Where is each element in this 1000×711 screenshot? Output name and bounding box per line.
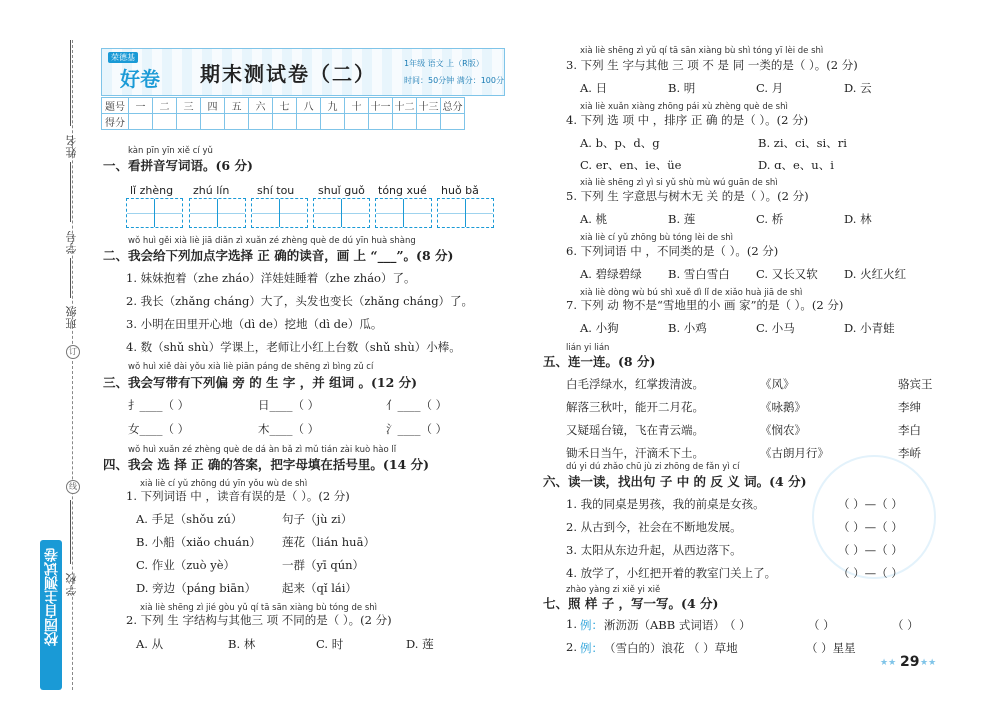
score-input-cell[interactable] [417,114,441,130]
score-cell: 得分 [102,114,129,130]
q2-title: 二、我会给下列加点字选择 正 确的读音，画 上 “___”。(8 分) [103,248,454,263]
score-cell: 七 [273,98,297,114]
q4-s1-pinyin: xià liè cí yǔ zhōng dú yīn yǒu wù de shì [140,479,308,489]
student-id-label: 学号 [65,230,78,254]
exam-title: 期末测试卷（二） [200,62,376,86]
q4-s3-pinyin: xià liè shēng zì yǔ qí tā sān xiàng bù shì tóng yī lèi de shì [580,46,824,56]
q7-answer-blank[interactable]: （ ）星星 [806,641,856,655]
binding-margin [0,0,98,711]
binding-hole-2: 线 [66,480,80,494]
q4-s4-option[interactable]: C. er、en、ie、üe [580,158,682,172]
q5-poem-line[interactable]: 又疑瑶台镜，飞在青云端。 [566,423,704,437]
q7-line-2-number: 2. [566,640,577,654]
grade-info: 1年级 语文 上（R版） [404,59,484,68]
q5-title: 五、连一连。(8 分) [543,354,656,369]
q6-answer-pair[interactable]: （ ）—（ ） [838,520,903,534]
q2-item-3: 3. 小明在田里开心地（dì de）挖地（dì de）瓜。 [126,317,383,331]
name-field[interactable] [70,40,71,126]
q4-s7-option[interactable]: B. 小鸡 [668,321,707,335]
q4-s2-pinyin: xià liè shēng zì jié gòu yǔ qí tā sān xiàng bù tóng de shì [140,603,377,613]
score-cell: 十一 [369,98,393,114]
writing-grid-6[interactable] [437,198,494,228]
q4-s1-option-word: 句子（jù zi） [282,512,353,526]
q7-example-2: （雪白的）浪花 [604,641,685,655]
q4-s2-option[interactable]: D. 莲 [406,637,434,651]
score-cell: 二 [153,98,177,114]
score-table [101,97,465,130]
logo: 好卷 [120,67,160,91]
score-cell: 九 [321,98,345,114]
q3-blank[interactable]: 木____（ ） [258,422,320,436]
writing-grid-5[interactable] [375,198,432,228]
score-cell: 十二 [393,98,417,114]
q4-title: 四、我会 选 择 正 确的答案，把字母填在括号里。(14 分) [103,457,429,472]
q4-s1-question: 1. 下列词语 中 ，读音有误的是（ ）。(2 分) [126,489,350,503]
q4-s6-option[interactable]: A. 碧绿碧绿 [580,267,642,281]
score-input-cell[interactable] [321,114,345,130]
q4-s2-option[interactable]: A. 从 [136,637,164,651]
brand-text: 校园自主测试卷 [44,548,60,646]
score-cell: 八 [297,98,321,114]
q6-item: 3. 太阳从东边升起，从西边落下。 [566,543,742,557]
score-cell: 六 [249,98,273,114]
score-cell: 四 [201,98,225,114]
q4-s4-option[interactable]: D. ɑ、e、u、i [758,158,834,172]
school-label: 学校 [65,572,78,596]
class-label: 班级 [65,305,78,329]
q4-s2-option[interactable]: B. 林 [228,637,256,651]
q4-s1-option[interactable]: A. 手足（shǒu zú） [136,512,243,526]
q1-word-2: zhú lín [193,184,230,197]
q4-s4-option[interactable]: A. b、p、d、g [580,136,660,150]
q4-s1-option-word: 莲花（lián huā） [282,535,375,549]
q4-s7-question: 7. 下列 动 物不是“雪地里的小 画 家”的是（ ）。(2 分) [566,298,844,312]
q6-answer-pair[interactable]: （ ）—（ ） [838,543,903,557]
student-id-field[interactable] [70,162,71,222]
q4-s1-option-word: 起来（qǐ lái） [282,581,357,595]
q3-blank[interactable]: 女____（ ） [128,422,190,436]
score-input-cell[interactable] [225,114,249,130]
score-input-cell[interactable] [369,114,393,130]
q4-s2-option[interactable]: C. 时 [316,637,344,651]
q5-poem-title[interactable]: 《咏鹅》 [760,400,806,414]
score-input-cell[interactable] [249,114,273,130]
q4-s6-option[interactable]: D. 火红火红 [844,267,907,281]
score-cell: 十 [345,98,369,114]
q6-title: 六、读一读，找出句 子 中 的 反 义 词。(4 分) [543,474,807,489]
q4-s3-option[interactable]: D. 云 [844,81,872,95]
score-table-header-row [102,98,465,114]
q2-item-1: 1. 妹妹抱着（zhe zháo）洋娃娃睡着（zhe zháo）了。 [126,271,416,285]
q4-s5-pinyin: xià liè shēng zì yì si yǔ shù mù wú guān de shì [580,178,778,188]
q5-poem-line[interactable]: 锄禾日当午，汗滴禾下土。 [566,446,704,460]
decor-stars-right: ★★ [920,658,937,668]
score-cell: 五 [225,98,249,114]
q5-poem-title[interactable]: 《古朗月行》 [760,446,829,460]
q4-s5-option[interactable]: D. 林 [844,212,872,226]
q5-poem-line[interactable]: 白毛浮绿水，红掌拨清波。 [566,377,704,391]
q5-poet[interactable]: 李绅 [898,400,921,414]
q4-s4-question: 4. 下列 选 项 中 ，排序 正 确 的是（ ）。(2 分) [566,113,809,127]
q1-word-3: shí tou [257,184,295,197]
score-input-cell[interactable] [393,114,417,130]
score-cell: 十三 [417,98,441,114]
score-table-score-row [102,114,465,130]
q4-s3-option[interactable]: C. 月 [756,81,784,95]
score-input-cell[interactable] [345,114,369,130]
page-number: 29 [900,654,920,670]
q4-s5-option[interactable]: B. 莲 [668,212,696,226]
q4-s1-option[interactable]: D. 旁边（páng biān） [136,581,257,595]
q4-s7-option[interactable]: D. 小青蛙 [844,321,895,335]
q4-s3-option[interactable]: A. 日 [580,81,608,95]
q6-item: 1. 我的同桌是男孩，我的前桌是女孩。 [566,497,765,511]
q4-s1-option-word: 一群（yī qún） [282,558,365,572]
q1-title: 一、看拼音写词语。(6 分) [103,158,253,173]
q3-blank[interactable]: 日____（ ） [258,398,320,412]
score-input-cell[interactable] [201,114,225,130]
q7-answer-blank[interactable]: （ ）草地 [688,641,738,655]
q1-word-5: tóng xué [378,184,427,197]
score-input-cell[interactable] [441,114,465,130]
q7-pinyin: zhào yàng zi xiě yi xiě [566,585,661,595]
q4-s7-option[interactable]: A. 小狗 [580,321,619,335]
q3-title: 三、我会写带有下列偏 旁 的 生 字 ，并 组词 。(12 分) [103,375,418,390]
q4-s6-question: 6. 下列词语 中 ，不同类的是（ ）。(2 分) [566,244,779,258]
class-field[interactable] [70,258,71,298]
q4-pinyin: wǒ huì xuǎn zé zhèng què de dá àn bǎ zì mǔ tián zài kuò hào lǐ [128,445,397,455]
q6-answer-pair[interactable]: （ ）—（ ） [838,497,903,511]
logo-tag: 荣德基 [108,52,138,63]
q4-s6-option[interactable]: B. 雪白雪白 [668,267,730,281]
q4-s1-option[interactable]: B. 小船（xiǎo chuán） [136,535,261,549]
q5-poet[interactable]: 李白 [898,423,921,437]
name-label: 姓名 [65,134,78,158]
q7-example-label: 例： [580,618,603,632]
q4-s4-option[interactable]: B. zi、ci、si、ri [758,136,847,150]
score-cell: 总分 [441,98,465,114]
q6-pinyin: dú yi dú zhǎo chū jù zi zhōng de fǎn yì cí [566,462,740,472]
watermark-logo [812,455,936,579]
score-cell: 题号 [102,98,129,114]
score-cell: 一 [129,98,153,114]
time-score-info: 时间：50分钟 满分：100分 [404,76,504,85]
q4-s3-question: 3. 下列 生 字与其他 三 项 不 是 同 一类的是（ ）。(2 分) [566,58,858,72]
q7-title: 七、照 样 子 ，写一写。(4 分) [543,596,719,611]
q4-s7-pinyin: xià liè dòng wù bú shì xuě dì lǐ de xiǎo huà jiā de shì [580,288,803,298]
score-input-cell[interactable] [129,114,153,130]
q5-poem-title[interactable]: 《悯农》 [760,423,806,437]
score-input-cell[interactable] [153,114,177,130]
q4-s3-option[interactable]: B. 明 [668,81,696,95]
school-field[interactable] [70,500,71,564]
score-input-cell[interactable] [273,114,297,130]
q2-item-2: 2. 我长（zhǎng cháng）大了，头发也变长（zhǎng cháng）了。 [126,294,474,308]
writing-grid-4[interactable] [313,198,370,228]
binding-hole-1: 订 [66,345,80,359]
q5-poet[interactable]: 李峤 [898,446,921,460]
q4-s4-pinyin: xià liè xuǎn xiàng zhōng pái xù zhèng què de shì [580,102,788,112]
q4-s6-option[interactable]: C. 又长又软 [756,267,818,281]
q7-answer-blank[interactable]: （ ） [892,618,919,632]
q3-blank[interactable]: 扌____（ ） [128,398,190,412]
q7-answer-blank[interactable]: （ ） [724,618,751,632]
q3-blank[interactable]: 亻____（ ） [386,398,448,412]
writing-grid-2[interactable] [189,198,246,228]
q5-poem-title[interactable]: 《风》 [760,377,795,391]
q1-word-4: shuǐ guǒ [318,184,365,197]
writing-grid-1[interactable] [126,198,183,228]
q6-item: 2. 从古到今，社会在不断地发展。 [566,520,742,534]
score-cell: 三 [177,98,201,114]
q7-answer-blank[interactable]: （ ） [808,618,835,632]
decor-stars-left: ★★ [880,658,897,668]
q4-s5-question: 5. 下列 生 字意思与树木无 关 的是（ ）。(2 分) [566,189,809,203]
writing-grid-3[interactable] [251,198,308,228]
q1-pinyin: kàn pīn yīn xiě cí yǔ [128,146,213,156]
score-input-cell[interactable] [297,114,321,130]
q2-pinyin: wǒ huì gěi xià liè jiā diǎn zì xuǎn zé zhèng què de dú yīn huà shàng [128,236,416,246]
q6-item: 4. 放学了，小红把开着的教室门关上了。 [566,566,777,580]
q4-s2-question: 2. 下列 生 字结构与其他三 项 不同的是（ ）。(2 分) [126,613,392,627]
q5-poem-line[interactable]: 解落三秋叶，能开二月花。 [566,400,704,414]
q3-blank[interactable]: 氵____（ ） [386,422,448,436]
q4-s1-option[interactable]: C. 作业（zuò yè） [136,558,236,572]
score-input-cell[interactable] [177,114,201,130]
q7-example-label: 例： [580,641,603,655]
q7-example-1: 淅沥沥（ABB 式词语） [604,618,725,632]
q2-item-4: 4. 数（shǔ shù）学课上，老师让小红上台数（shǔ shù）小棒。 [126,340,461,354]
q4-s7-option[interactable]: C. 小马 [756,321,795,335]
q7-line-1-number: 1. [566,617,577,631]
q4-s5-option[interactable]: C. 桥 [756,212,784,226]
q3-pinyin: wǒ huì xiě dài yǒu xià liè piān páng de shēng zì bìng zǔ cí [128,362,374,372]
q1-word-6: huǒ bǎ [441,184,479,197]
q4-s6-pinyin: xià liè cí yǔ zhōng bù tóng lèi de shì [580,233,734,243]
q4-s5-option[interactable]: A. 桃 [580,212,608,226]
q6-answer-pair[interactable]: （ ）—（ ） [838,566,903,580]
q5-poet[interactable]: 骆宾王 [898,377,933,391]
q5-pinyin: lián yi lián [566,343,610,353]
q1-word-1: lǐ zhèng [130,184,174,197]
